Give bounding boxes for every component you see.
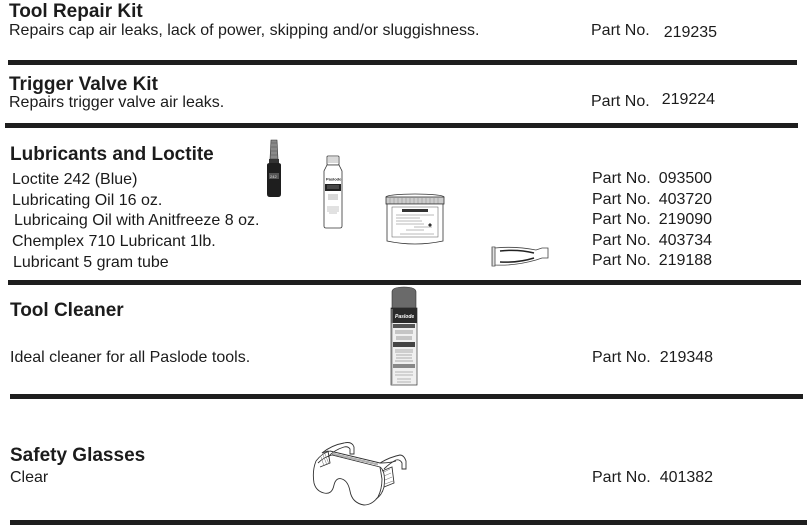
part-no-label: Part No. (592, 190, 651, 208)
part-no-value: 219090 (658, 211, 713, 228)
list-item: Lubricating Oil 16 oz. (12, 191, 163, 209)
part-no-label: Part No. (591, 93, 650, 110)
part-no-label: Part No. (592, 252, 651, 269)
section-title: Tool Repair Kit (9, 1, 143, 22)
divider (5, 123, 798, 128)
divider (8, 280, 801, 285)
part-no-value: 219348 (659, 349, 714, 366)
part-no-label: Part No. (592, 211, 651, 228)
section-description: Clear (10, 469, 49, 486)
safety-glasses-icon (310, 441, 408, 507)
svg-text:Paslode: Paslode (395, 314, 415, 320)
part-no-value: 403720 (658, 190, 713, 208)
svg-text:242: 242 (270, 174, 277, 179)
paslode-cleaner-spray-can-icon (389, 286, 419, 387)
list-item: Lubricaing Oil with Anitfreeze 8 oz. (14, 212, 260, 229)
part-no-value: 219235 (663, 24, 718, 41)
section-title: Tool Cleaner (10, 300, 124, 321)
part-number-list (592, 169, 712, 272)
part-no-value: 403734 (658, 231, 713, 249)
list-item: Chemplex 710 Lubricant 1lb. (12, 232, 216, 250)
chemplex-tub-icon (384, 193, 446, 248)
lubricant-tube-icon (490, 244, 552, 269)
item-list (12, 170, 259, 274)
section-title: Safety Glasses (10, 445, 146, 466)
part-number (592, 349, 713, 367)
part-no-label: Part No. (592, 170, 651, 187)
part-number (591, 91, 715, 109)
divider (10, 394, 803, 399)
divider (8, 60, 797, 65)
svg-text:Paslode: Paslode (326, 176, 342, 182)
part-no-label: Part No. (592, 231, 651, 249)
section-description: Ideal cleaner for all Paslode tools. (10, 349, 251, 366)
section-title: Trigger Valve Kit (9, 74, 158, 95)
lubricating-oil-bottle-icon (320, 155, 346, 229)
part-no-value: 093500 (658, 170, 713, 187)
part-no-value: 219188 (658, 252, 713, 269)
part-no-value: 401382 (659, 469, 714, 486)
part-number (592, 469, 713, 487)
part-no-label: Part No. (592, 349, 651, 366)
section-description: Repairs trigger valve air leaks. (9, 94, 225, 111)
part-number (591, 22, 717, 40)
divider (10, 520, 807, 525)
section-title: Lubricants and Loctite (10, 144, 214, 165)
section-description: Repairs cap air leaks, lack of power, skipping and/or sluggishness. (9, 22, 480, 39)
loctite-bottle-icon (264, 139, 284, 199)
list-item: Lubricant 5 gram tube (13, 254, 169, 271)
part-no-label: Part No. (591, 22, 650, 39)
list-item: Loctite 242 (Blue) (12, 171, 138, 188)
part-no-value: 219224 (661, 91, 716, 108)
part-no-label: Part No. (592, 469, 651, 486)
